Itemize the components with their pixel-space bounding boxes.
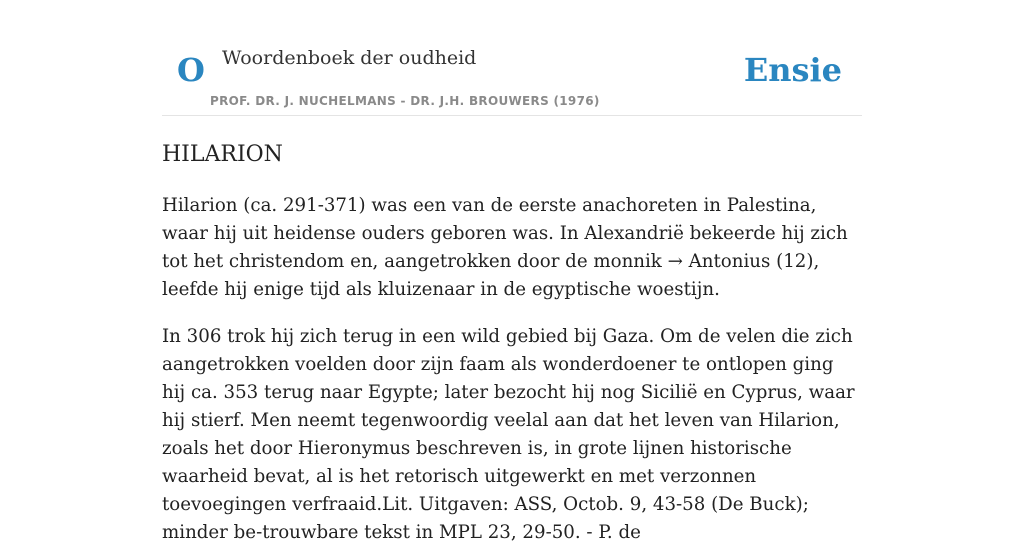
letter-index-link[interactable]: O xyxy=(177,51,205,89)
paragraph-1-text-start: Hilarion (ca. 291-371) was een van de eerste anachoreten in Palestina, waar hij uit heidense ouders geboren was. In Alexandrië bekeerde hij zich tot het christendom en, aangetrokken door de monnik xyxy=(162,195,848,272)
entry-paragraph-1 xyxy=(162,192,862,304)
ensie-logo-link[interactable]: Ensie xyxy=(743,51,842,89)
antonius-crossref-link[interactable]: → Antonius (12) xyxy=(667,251,814,272)
page xyxy=(162,0,862,543)
book-authors: PROF. DR. J. NUCHELMANS - DR. J.H. BROUWERS (1976) xyxy=(210,94,600,108)
entry-body xyxy=(162,192,862,547)
entry-headword: HILARION xyxy=(162,142,283,167)
entry-paragraph-2: In 306 trok hij zich terug in een wild gebied bij Gaza. Om de velen die zich aangetrokken voelden door zijn faam als wonderdoener te ontlopen ging hij ca. 353 terug naar Egypte; later bezocht hij nog Sicilië en Cyprus, waar hij stierf. Men neemt tegenwoordig veelal aan dat het leven van Hilarion, zoals het door Hieronymus beschreven is, in grote lijnen historische waarheid bevat, al is het retorisch uitgewerkt en met verzonnen toevoegingen verfraaid.Lit. Uitgaven: ASS, Octob. 9, 43-58 (De Buck); minder be-trouwbare tekst in MPL 23, 29-50. - P. de xyxy=(162,326,855,543)
header xyxy=(162,0,862,116)
book-title-link[interactable]: Woordenboek der oudheid xyxy=(222,47,477,69)
paragraph-1-text-end: , leefde hij enige tijd als kluizenaar in de egyptische woestijn. xyxy=(162,251,820,300)
